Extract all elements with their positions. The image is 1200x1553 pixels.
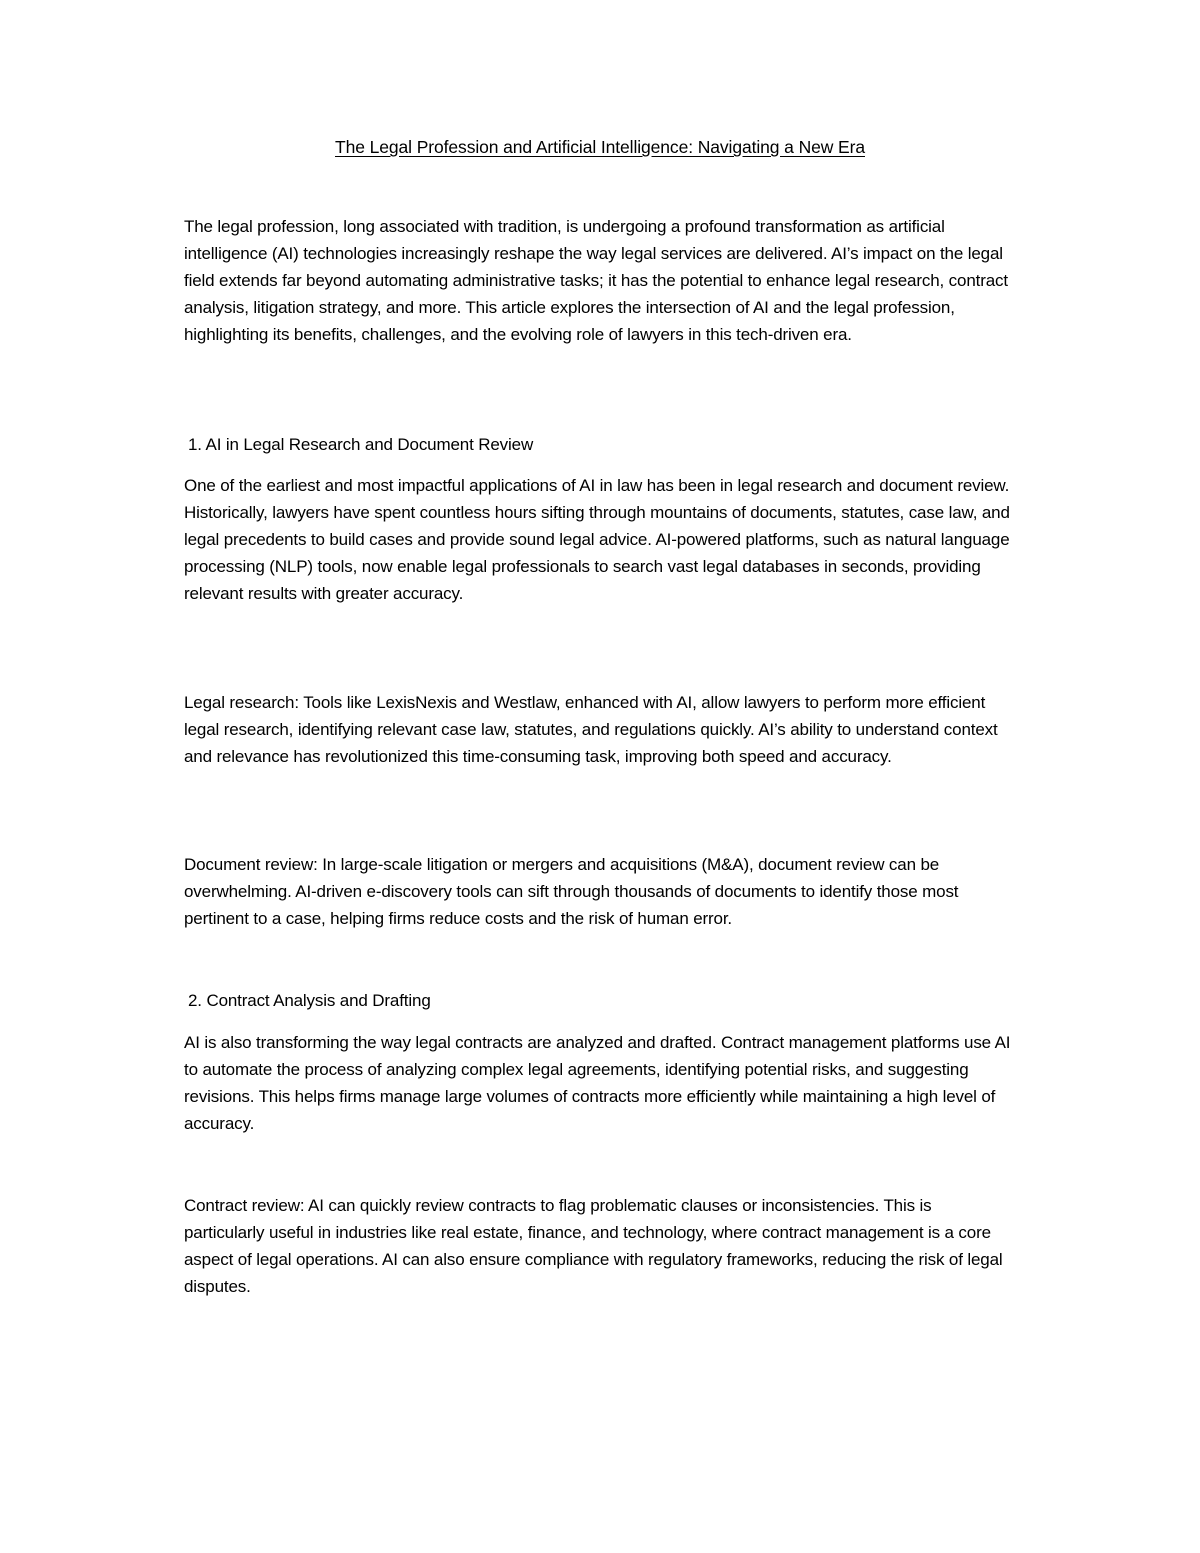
section-heading-1: 1. AI in Legal Research and Document Review [188,435,534,454]
section-2-contract-review-paragraph: Contract review: AI can quickly review contracts to flag problematic clauses or inconsistencies. This is particularly useful in industries like real estate, finance, and technology, where contract management is a core aspect of legal operations. AI can also ensure compliance with regulatory frameworks, reducing the risk of legal disputes. [184,1196,1003,1296]
section-1-document-review-paragraph: Document review: In large-scale litigation or mergers and acquisitions (M&A), document review can be overwhelming. AI-driven e-discovery tools can sift through thousands of documents to identify those most pertinent to a case, helping firms reduce costs and the risk of human error. [184,855,959,928]
section-heading-2: 2. Contract Analysis and Drafting [188,991,431,1010]
section-1-legal-research-paragraph: Legal research: Tools like LexisNexis and Westlaw, enhanced with AI, allow lawyers to perform more efficient legal research, identifying relevant case law, statutes, and regulations quickly. AI’s ability to understand context and relevance has revolutionized this time-consuming task, improving both speed and accuracy. [184,693,998,766]
intro-paragraph: The legal profession, long associated with tradition, is undergoing a profound transformation as artificial intelligence (AI) technologies increasingly reshape the way legal services are delivered. AI’s impact on the legal field extends far beyond automating administrative tasks; it has the potential to enhance legal research, contract analysis, litigation strategy, and more. This article explores the intersection of AI and the legal profession, highlighting its benefits, challenges, and the evolving role of lawyers in this tech-driven era. [184,217,1008,344]
document-title: The Legal Profession and Artificial Intelligence: Navigating a New Era [335,137,865,157]
section-2-paragraph: AI is also transforming the way legal contracts are analyzed and drafted. Contract management platforms use AI to automate the process of analyzing complex legal agreements, identifying potential risks, and suggesting revisions. This helps firms manage large volumes of contracts more efficiently while maintaining a high level of accuracy. [184,1033,1011,1133]
section-1-paragraph: One of the earliest and most impactful applications of AI in law has been in legal research and document review. Historically, lawyers have spent countless hours sifting through mountains of documents, statutes, case law, and legal precedents to build cases and provide sound legal advice. AI-powered platforms, such as natural language processing (NLP) tools, now enable legal professionals to search vast legal databases in seconds, providing relevant results with greater accuracy. [184,476,1010,603]
